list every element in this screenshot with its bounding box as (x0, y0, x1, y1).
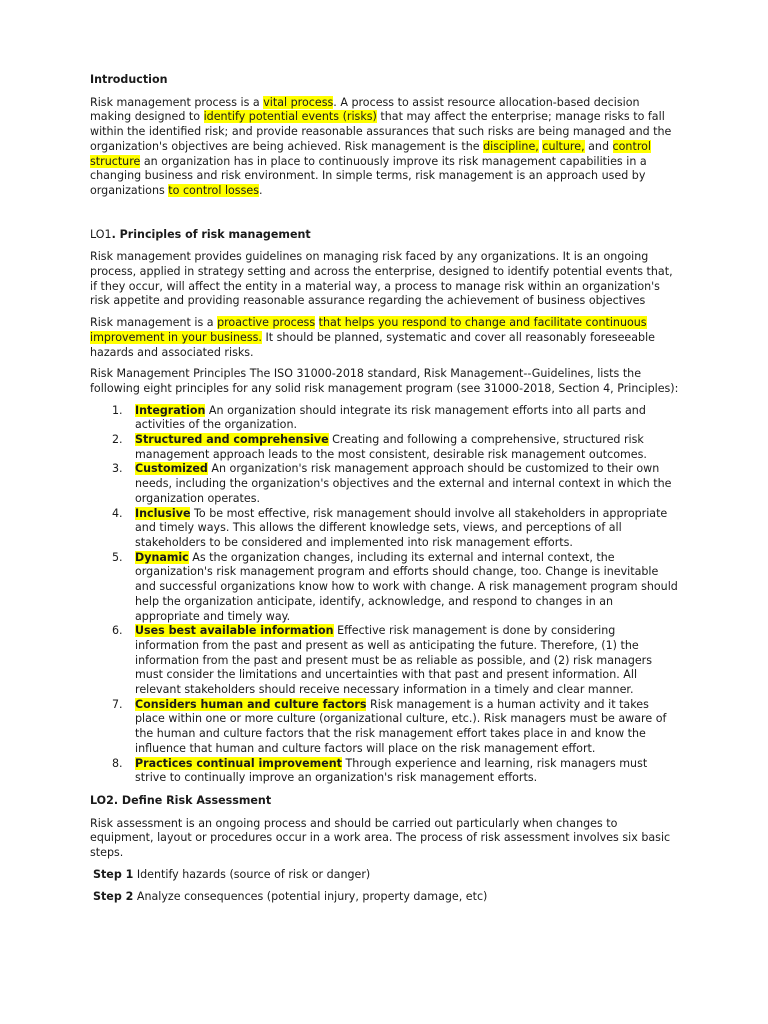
list-item (90, 507, 680, 551)
list-number: 3. (112, 462, 123, 476)
list-item (90, 462, 680, 506)
principle-term: Practices continual improvement (135, 756, 342, 770)
intro-heading: Introduction (90, 73, 168, 86)
highlight-respond-to-change: that helps you respond to change and facilitate continuous improvement in your business. (90, 316, 647, 344)
list-number: 1. (112, 403, 123, 417)
highlight-discipline: discipline, (483, 139, 539, 153)
list-number: 4. (112, 506, 123, 520)
intro-text-7: . (258, 183, 263, 197)
section-spacer (90, 206, 680, 228)
principle-term: Dynamic (135, 550, 189, 564)
step-text: Analyze consequences (potential injury, property damage, etc) (133, 890, 488, 904)
step-label: Step 2 (93, 890, 134, 904)
principle-term: Considers human and culture factors (135, 697, 367, 711)
principle-text: Through experience and learning, risk managers must strive to continually improve an organization's risk management efforts. (135, 756, 648, 785)
list-item (90, 433, 680, 462)
lo1-heading-prefix: LO1 (90, 227, 112, 241)
highlight-control-losses: to control losses (168, 183, 259, 197)
highlight-control-structure: control structure (90, 139, 652, 168)
list-item (90, 757, 680, 786)
lo1-heading-title: . Principles of risk management (111, 227, 311, 241)
lo2-paragraph: Risk assessment is an ongoing process and should be carried out particularly when changes to equipment, layout or procedures occur in a work area. The process of risk assessment involves six basic steps. (90, 816, 671, 860)
document-body (90, 73, 680, 913)
principle-text: As the organization changes, including its external and internal context, the organization's risk management program and efforts should change, too. Change is inevitable and successful organizations know how to work with change. A risk management program should help the organization anticipate, identify, acknowledge, and respond to changes in an appropriate and timely way. (135, 550, 678, 623)
list-item (90, 624, 680, 698)
principle-text: Risk management is a human activity and it takes place within one or more culture (organizational culture, etc.). Risk managers must be aware of the human and culture factors that the risk management effort takes place in and know the influence that human and culture factors will place on the risk management effort. (135, 697, 667, 755)
lo1-p2-text-3: It should be planned, systematic and cover all reasonably foreseeable hazards and associated risks. (90, 330, 655, 359)
highlight-proactive-process: proactive process (217, 316, 316, 330)
principle-text: An organization's risk management approach should be customized to their own needs, including the organization's objectives and the external and internal context in which the organization operates. (135, 462, 672, 505)
step-text: Identify hazards (source of risk or danger) (133, 867, 371, 881)
highlight-identify-events: identify potential events (risks) (203, 110, 377, 124)
list-item (90, 551, 680, 625)
list-item (90, 698, 680, 757)
principles-list (90, 404, 680, 786)
step-label: Step 1 (93, 867, 134, 881)
step-item (90, 890, 680, 905)
intro-text-5: and (584, 139, 613, 153)
intro-text-1: Risk management process is a (90, 95, 264, 109)
principle-text: Creating and following a comprehensive, structured risk management approach leads to the most consistent, desirable risk management outcomes. (135, 433, 647, 461)
step-item (90, 868, 680, 883)
list-number: 5. (112, 550, 123, 564)
principle-text: An organization should integrate its risk management efforts into all parts and activities of the organization. (135, 403, 646, 432)
principle-text: Effective risk management is done by considering information from the past and present as well as anticipating the future. Therefore, (1) the information from the past and present must be as reliable as possible, and (2) risk managers must consider the limitations and uncertainties with that past and present information. All relevant stakeholders should receive necessary information in a timely and clear manner. (135, 624, 653, 697)
intro-text-6: an organization has in place to continuously improve its risk management capabilities in a changing business and risk environment. In simple terms, risk management is an approach used by organizations (90, 154, 647, 197)
intro-text-2: . A process to assist resource allocation-based decision making designed to (90, 95, 640, 124)
highlight-culture: culture, (542, 139, 585, 153)
intro-text-3: that may affect the enterprise; manage risks to fall within the identified risk; and provide reasonable assurances that such risks are being managed and the organization's objectives are being achieved. Risk management is the (90, 110, 672, 153)
principle-text: To be most effective, risk management should involve all stakeholders in appropriate and timely ways. This allows the different knowledge sets, views, and perceptions of all stakeholders to be considered and implemented into risk management efforts. (135, 506, 668, 549)
principle-term: Inclusive (135, 506, 191, 520)
list-number: 7. (112, 697, 123, 711)
lo1-paragraph-3: Risk Management Principles The ISO 31000-2018 standard, Risk Management--Guidelines, lists the following eight principles for any solid risk management program (see 31000-2018, Section 4, Principles): (90, 367, 679, 395)
principle-term: Uses best available information (135, 624, 334, 638)
principle-term: Structured and comprehensive (135, 433, 329, 447)
list-number: 8. (112, 756, 123, 770)
list-number: 6. (112, 624, 123, 638)
list-item (90, 404, 680, 433)
lo1-paragraph-1: Risk management provides guidelines on managing risk faced by any organizations. It is an ongoing process, applied in strategy setting and across the enterprise, designed to identify potential events that, if they occur, will affect the entity in a material way, a process to manage risk within an organization's risk appetite and providing reasonable assurance regarding the achievement of business objectives (90, 250, 673, 308)
lo1-heading (90, 228, 680, 243)
list-number: 2. (112, 433, 123, 447)
lo2-heading: LO2. Define Risk Assessment (90, 793, 272, 807)
principle-term: Customized (135, 462, 208, 476)
lo1-paragraph-2 (90, 316, 680, 360)
highlight-vital-process: vital process (263, 95, 334, 109)
intro-paragraph (90, 96, 680, 199)
principle-term: Integration (135, 403, 206, 417)
lo1-p2-text-1: Risk management is a (90, 316, 218, 330)
